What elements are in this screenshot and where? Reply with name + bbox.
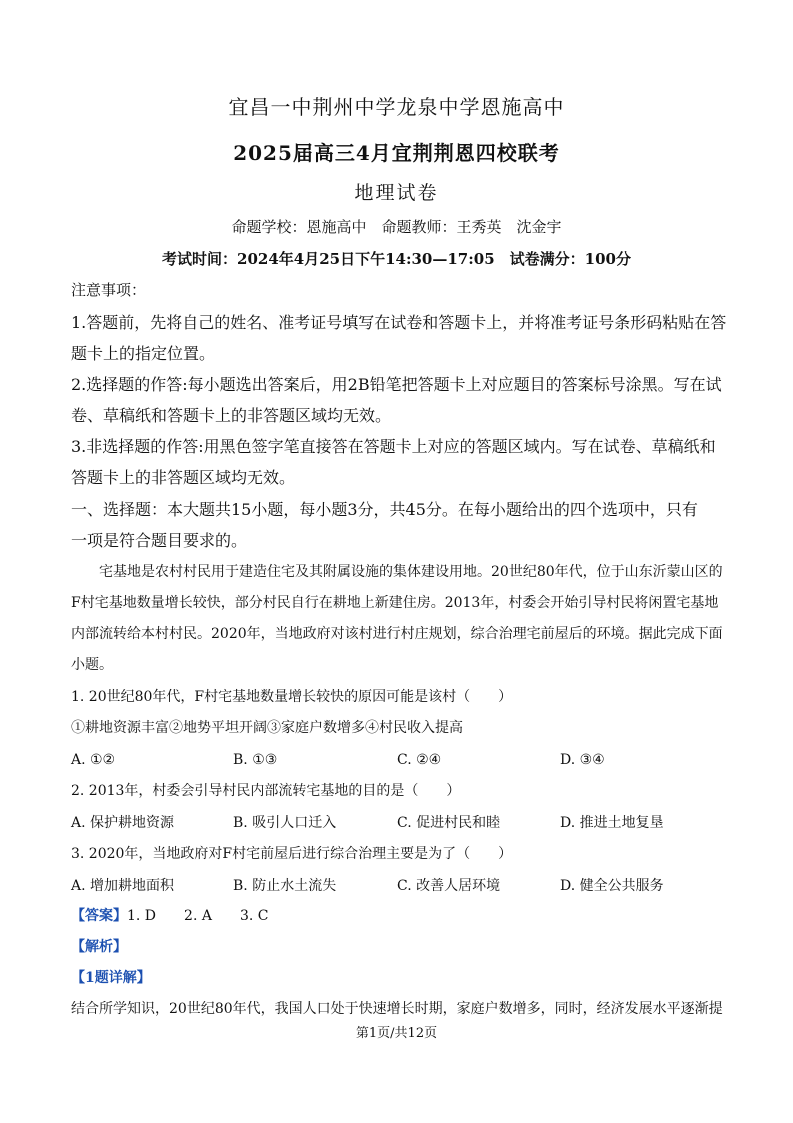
question-1-stem: 1. 20世纪80年代，F村宅基地数量增长较快的原因可能是该村（ ） [71,689,513,705]
note-3-line-2: 答题卡上的非答题区域均无效。 [71,468,296,487]
note-3-line-1: 3.非选择题的作答:用黑色签字笔直接答在答题卡上对应的答题区域内。写在试卷、草稿纸和 [71,437,716,456]
schools-title: 宜昌一中荆州中学龙泉中学恩施高中 [228,95,565,119]
question-3-option-d: D. 健全公共服务 [560,878,664,894]
question-2-stem: 2. 2013年，村委会引导村民内部流转宅基地的目的是（ ） [71,783,461,799]
answer-values: 1. D 2. A 3. C [127,908,269,924]
passage-line-3: 内部流转给本村村民。2020年，当地政府对该村进行村庄规划，综合治理宅前屋后的环境。据此完成下面 [71,626,723,642]
exam-title: 2025届高三4月宜荆荆恩四校联考 [233,141,560,165]
notes-heading: 注意事项： [71,281,147,299]
question-3-option-b: B. 防止水土流失 [233,878,337,894]
answer-tag: 【答案】 [71,908,127,924]
question-2-option-b: B. 吸引人口迁入 [233,815,337,831]
passage-line-1: 宅基地是农村村民用于建造住宅及其附属设施的集体建设用地。20世纪80年代，位于山东沂蒙山区的 [99,564,723,580]
note-1-line-1: 1.答题前，先将自己的姓名、准考证号填写在试卷和答题卡上，并将准考证号条形码粘贴在答 [71,313,727,332]
question-1-option-b: B. ①③ [233,752,278,768]
analysis-subtag: 【1题详解】 [71,970,151,986]
question-1-statements: ①耕地资源丰富②地势平坦开阔③家庭户数增多④村民收入提高 [71,720,463,736]
question-2-option-a: A. 保护耕地资源 [71,815,175,831]
question-2-option-d: D. 推进土地复垦 [560,815,664,831]
question-3-stem: 3. 2020年，当地政府对F村宅前屋后进行综合治理主要是为了（ ） [71,846,513,862]
exam-time: 考试时间：2024年4月25日下午14:30—17:05 试卷满分：100分 [162,250,631,268]
section-heading-line-1: 一、选择题：本大题共15小题，每小题3分，共45分。在每小题给出的四个选项中，只有 [71,500,698,519]
analysis-text: 结合所学知识，20世纪80年代，我国人口处于快速增长时期，家庭户数增多，同时，经济发展水平逐渐提 [71,1001,723,1017]
question-3-option-c: C. 改善人居环境 [397,878,501,894]
question-1-option-a: A. ①② [71,752,116,768]
analysis-tag: 【解析】 [71,939,127,955]
passage-line-2: F村宅基地数量增长较快，部分村民自行在耕地上新建住房。2013年，村委会开始引导村民将闲置宅基地 [71,595,719,611]
note-2-line-2: 卷、草稿纸和答题卡上的非答题区域均无效。 [71,406,392,425]
page-number: 第1页/共12页 [355,1026,438,1041]
setter-info: 命题学校：恩施高中 命题教师：王秀英 沈金宇 [231,218,562,236]
question-1-option-c: C. ②④ [397,752,442,768]
passage-line-4: 小题。 [71,657,113,673]
question-2-option-c: C. 促进村民和睦 [397,815,501,831]
question-1-option-d: D. ③④ [560,752,605,768]
note-2-line-1: 2.选择题的作答:每小题选出答案后，用2B铅笔把答题卡上对应题目的答案标号涂黑。写在试 [71,375,722,394]
note-1-line-2: 题卡上的指定位置。 [71,344,216,363]
section-heading-line-2: 一项是符合题目要求的。 [71,531,248,550]
answer-line [71,909,268,923]
question-3-option-a: A. 增加耕地面积 [71,878,175,894]
subject-title: 地理试卷 [354,182,439,204]
